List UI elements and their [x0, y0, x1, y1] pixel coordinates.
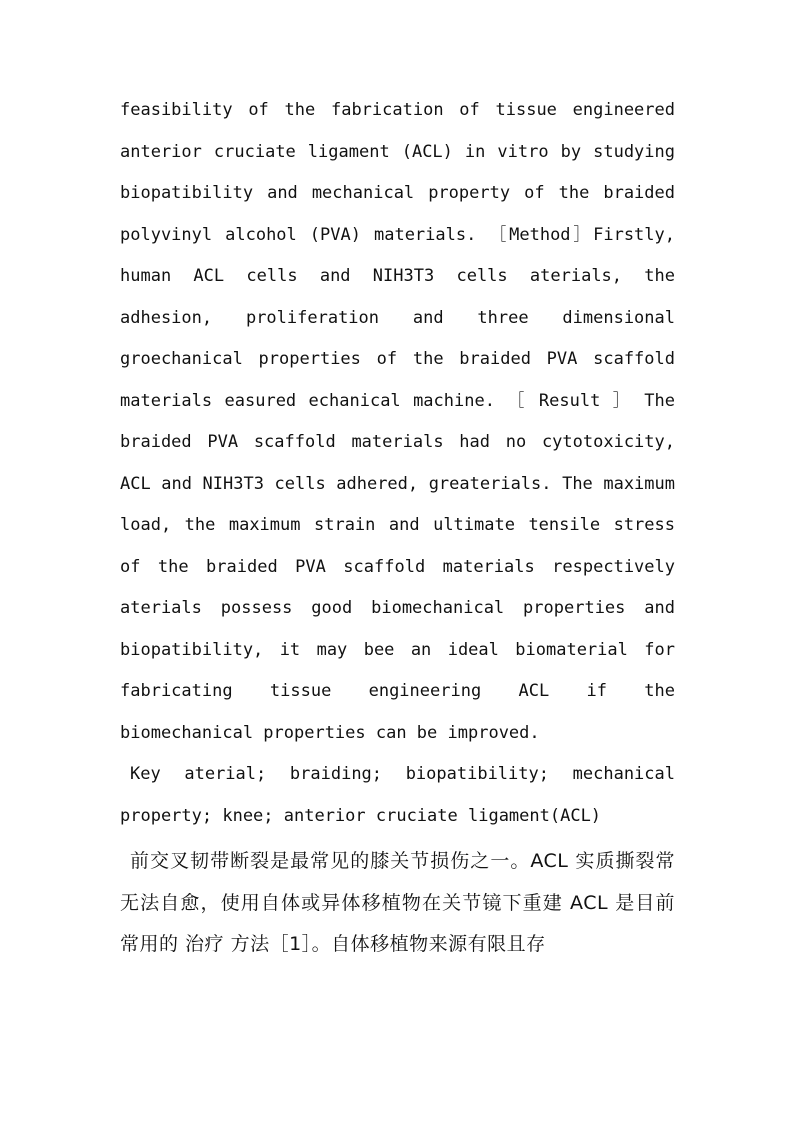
keywords-paragraph: Key aterial; braiding; biopatibility; mechanical property; knee; anterior cruciate ligament(ACL): [120, 764, 675, 826]
abstract-paragraph: feasibility of the fabrication of tissue engineered anterior cruciate ligament (ACL) in vitro by studying biopatibility and mechanical property of the braided polyvinyl alcohol (PVA) materials. ［Method］Firstly, human ACL cells and NIH3T3 cells aterials, the adhesion, proliferation and three dimensional groechanical properties of the braided PVA scaffold materials easured echanical machine. ［ Result ］ The braided PVA scaffold materials had no cytotoxicity, ACL and NIH3T3 cells adhered, greaterials. The maximum load, the maximum strain and ultimate tensile stress of the braided PVA scaffold materials respectively aterials possess good biomechanical properties and biopatibility, it may bee an ideal biomaterial for fabricating tissue engineering ACL if the biomechanical properties can be improved.: [120, 100, 675, 743]
document-body: [120, 90, 675, 966]
chinese-paragraph: 前交叉韧带断裂是最常见的膝关节损伤之一。ACL 实质撕裂常无法自愈，使用自体或异体移植物在关节镜下重建 ACL 是目前常用的 治疗 方法［1］。自体移植物来源有限且存: [120, 850, 675, 955]
